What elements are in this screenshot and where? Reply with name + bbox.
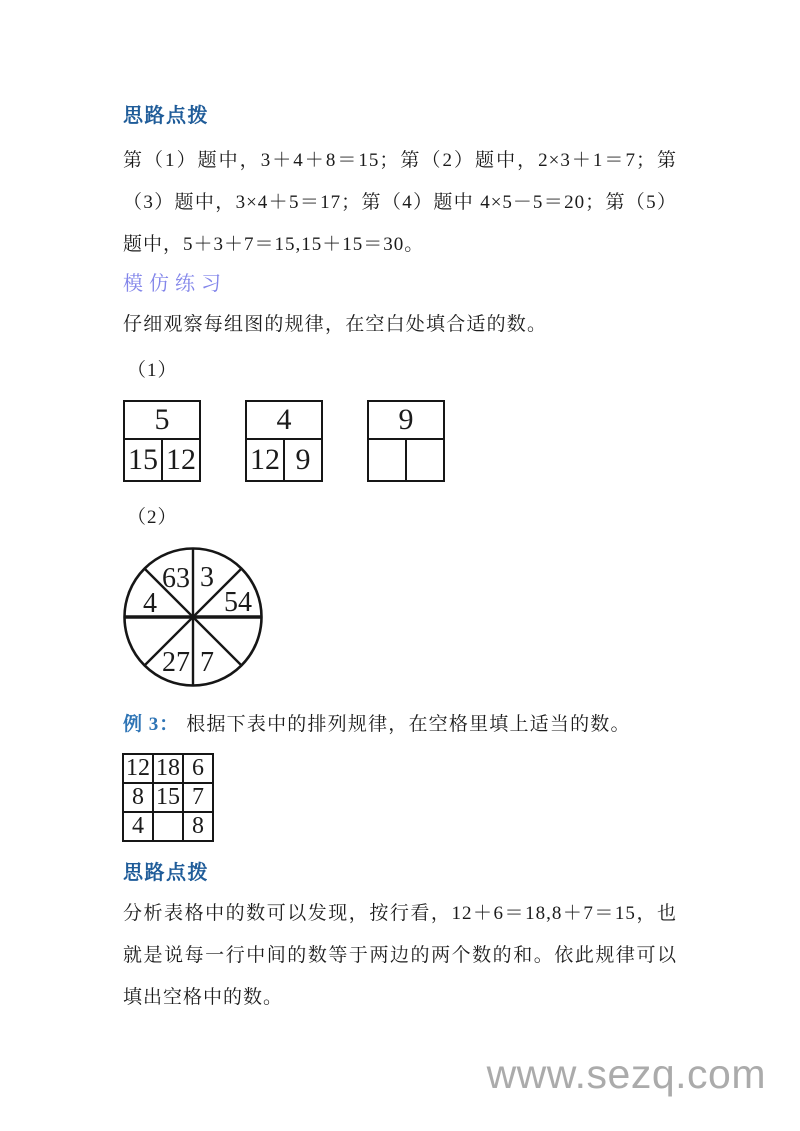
- sector-circle-figure: [123, 547, 263, 687]
- example-3-line: [123, 712, 631, 738]
- table-cell: 8: [183, 812, 213, 841]
- split-box-1-top-value: 5: [125, 402, 199, 440]
- table-cell: 7: [183, 783, 213, 812]
- example-3-label: 例 3：: [123, 714, 180, 735]
- hint1-line-1: 第（1）题中，3＋4＋8＝15；第（2）题中，2×3＋1＝7；第: [123, 150, 677, 171]
- split-box-1: [123, 400, 201, 482]
- practice-heading: 模仿练习: [123, 273, 227, 295]
- table-cell: 4: [123, 812, 153, 841]
- split-box-1-bottom-right-value: 12: [166, 443, 196, 476]
- sector-value-top-left: 63: [162, 563, 190, 594]
- hint-heading-2: 思路点拨: [123, 862, 209, 884]
- practice-instruction: 仔细观察每组图的规律，在空白处填合适的数。: [123, 314, 548, 335]
- item-2-label: （2）: [127, 507, 178, 528]
- sector-value-upper-left: 4: [143, 588, 157, 619]
- split-box-1-bottom-left-value: 15: [125, 440, 163, 480]
- hint-heading-1: 思路点拨: [123, 105, 209, 127]
- split-box-3: [367, 400, 445, 482]
- split-box-2-bottom-left-value: 12: [247, 440, 285, 480]
- sector-value-upper-right: 54: [224, 587, 252, 618]
- table-row: [123, 754, 213, 783]
- hint2-line-3: 填出空格中的数。: [123, 987, 284, 1008]
- hint1-paragraph: [123, 140, 677, 266]
- table-cell: 6: [183, 754, 213, 783]
- table-cell: 15: [153, 783, 183, 812]
- example-3-text: 根据下表中的排列规律，在空格里填上适当的数。: [186, 714, 631, 735]
- example-3-grid-table: [122, 753, 214, 842]
- sector-value-top-right: 3: [200, 562, 214, 593]
- hint1-line-2: （3）题中，3×4＋5＝17；第（4）题中 4×5－5＝20；第（5）: [123, 192, 677, 213]
- table-cell: 8: [123, 783, 153, 812]
- hint2-paragraph: [123, 893, 677, 1019]
- sector-value-bottom-left: 27: [162, 647, 190, 678]
- split-box-3-bottom-left-empty: [369, 440, 407, 480]
- split-box-2: [245, 400, 323, 482]
- table-cell-empty: [153, 812, 183, 841]
- split-box-2-bottom-right-value: 9: [295, 443, 311, 476]
- table-cell: 12: [123, 754, 153, 783]
- table-row: [123, 783, 213, 812]
- table-row: [123, 812, 213, 841]
- split-box-2-top-value: 4: [247, 402, 321, 440]
- split-box-3-top-value: 9: [369, 402, 443, 440]
- item-1-label: （1）: [127, 360, 178, 381]
- hint2-line-1: 分析表格中的数可以发现，按行看，12＋6＝18,8＋7＝15，也: [123, 903, 677, 924]
- site-watermark: www.sezq.com: [486, 1051, 766, 1097]
- split-box-figure-row: [123, 400, 445, 482]
- hint1-line-3: 题中，5＋3＋7＝15,15＋15＝30。: [123, 234, 425, 255]
- hint2-line-2: 就是说每一行中间的数等于两边的两个数的和。依此规律可以: [123, 945, 677, 966]
- table-cell: 18: [153, 754, 183, 783]
- sector-value-bottom-right: 7: [200, 647, 214, 678]
- split-box-3-bottom-right-empty: [407, 440, 443, 480]
